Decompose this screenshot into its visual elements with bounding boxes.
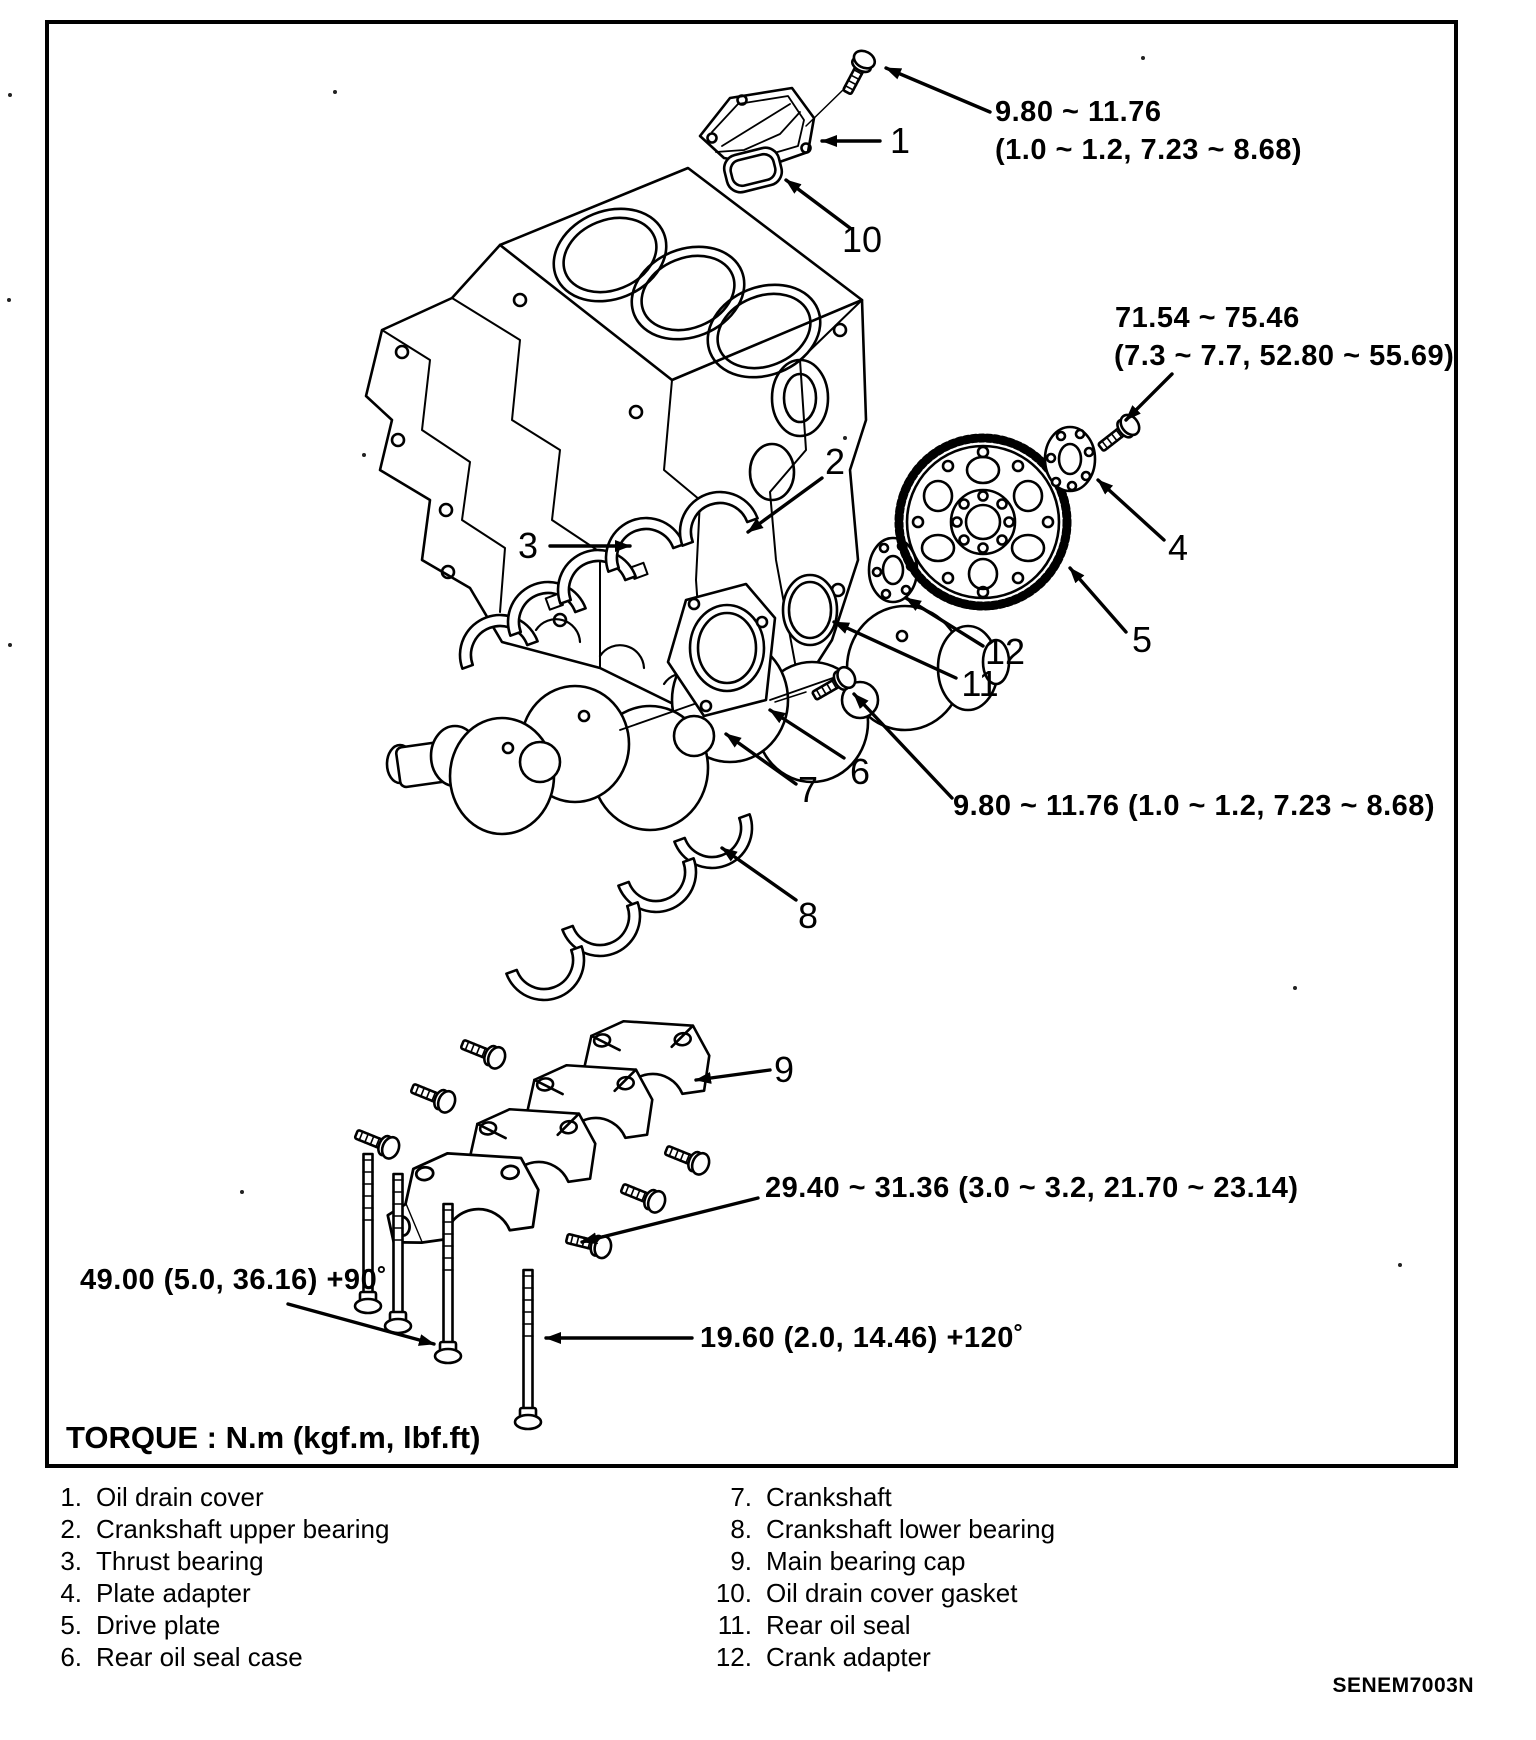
torque-main-cap-bolt-a: 49.00 (5.0, 36.16) +90˚ — [80, 1264, 388, 1296]
part-item-8: 8. Crankshaft lower bearing — [730, 1514, 1056, 1544]
torque-oil-drain-cover-line1: 9.80 ~ 11.76 — [995, 96, 1162, 128]
part-item-7: 7. Crankshaft — [730, 1482, 892, 1512]
callout-5: 5 — [1131, 619, 1153, 660]
crankshaft-lower-bearing-drawing — [506, 814, 763, 1011]
torque-rear-oil-seal-case: 9.80 ~ 11.76 (1.0 ~ 1.2, 7.23 ~ 8.68) — [953, 790, 1436, 822]
part-item-1: 1. Oil drain cover — [60, 1482, 264, 1512]
part-name: Thrust bearing — [96, 1546, 264, 1576]
callout-9: 9 — [773, 1049, 795, 1090]
parts-list-left-column — [30, 1482, 389, 1674]
part-name: Crankshaft — [766, 1482, 892, 1512]
callout-2: 2 — [824, 441, 846, 482]
callout-1: 1 — [889, 120, 911, 161]
torque-oil-drain-cover-line2: (1.0 ~ 1.2, 7.23 ~ 8.68) — [995, 134, 1303, 166]
part-name: Crankshaft lower bearing — [766, 1514, 1056, 1544]
torque-units-legend: TORQUE : N.m (kgf.m, lbf.ft) — [66, 1420, 481, 1455]
plate-adapter-drawing — [1045, 427, 1095, 491]
drive-plate-drawing — [899, 438, 1067, 606]
part-item-9: 9. Main bearing cap — [730, 1546, 966, 1576]
torque-main-cap-bolt-b: 19.60 (2.0, 14.46) +120˚ — [700, 1322, 1024, 1354]
torque-drive-plate-line1: 71.54 ~ 75.46 — [1115, 302, 1300, 334]
part-item-10: 10. Oil drain cover gasket — [715, 1578, 1018, 1608]
main-bearing-cap-drawing — [380, 1010, 714, 1247]
part-item-6: 6. Rear oil seal case — [60, 1642, 303, 1672]
part-name: Main bearing cap — [766, 1546, 966, 1576]
part-name: Rear oil seal case — [96, 1642, 303, 1672]
callout-7: 7 — [797, 769, 819, 810]
drive-plate-bolt-drawing — [1094, 411, 1143, 456]
rear-oil-seal-drawing — [783, 575, 837, 645]
torque-drive-plate-line2: (7.3 ~ 7.7, 52.80 ~ 55.69) — [1114, 340, 1455, 372]
callout-8: 8 — [797, 895, 819, 936]
part-name: Oil drain cover — [96, 1482, 264, 1512]
part-name: Crankshaft upper bearing — [96, 1514, 390, 1544]
part-name: Crank adapter — [766, 1642, 931, 1672]
parts-list-right-column — [700, 1482, 1055, 1674]
part-name: Rear oil seal — [766, 1610, 911, 1640]
engine-block-drawing — [366, 168, 866, 720]
part-name: Oil drain cover gasket — [766, 1578, 1018, 1608]
part-item-2: 2. Crankshaft upper bearing — [60, 1514, 390, 1544]
callout-6: 6 — [849, 751, 871, 792]
document-code: SENEM7003N — [1332, 1674, 1474, 1697]
callout-3: 3 — [517, 525, 539, 566]
part-item-11: 11. Rear oil seal — [717, 1610, 911, 1640]
callout-10: 10 — [841, 219, 883, 260]
part-name: Plate adapter — [96, 1578, 251, 1608]
part-item-3: 3. Thrust bearing — [60, 1546, 264, 1576]
torque-bearing-cap-side-bolt: 29.40 ~ 31.36 (3.0 ~ 3.2, 21.70 ~ 23.14) — [765, 1172, 1299, 1204]
part-item-5: 5. Drive plate — [60, 1610, 221, 1640]
callout-11: 11 — [961, 663, 999, 704]
part-name: Drive plate — [96, 1610, 221, 1640]
part-item-12: 12. Crank adapter — [715, 1642, 931, 1672]
callout-12: 12 — [984, 631, 1026, 672]
callout-4: 4 — [1167, 527, 1189, 568]
part-item-4: 4. Plate adapter — [60, 1578, 251, 1608]
